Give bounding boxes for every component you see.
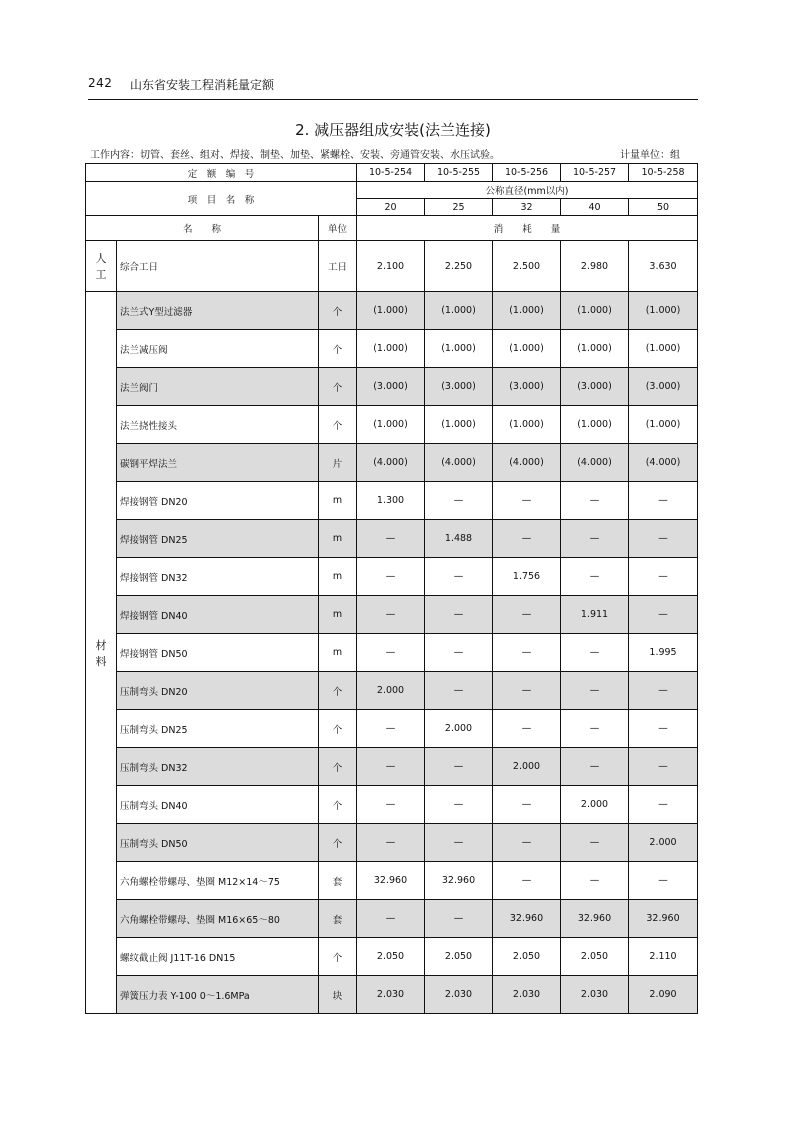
material-value: (1.000) bbox=[425, 330, 493, 368]
measure-unit: 计量单位：组 bbox=[620, 150, 680, 161]
material-value: — bbox=[493, 672, 561, 710]
material-value: — bbox=[425, 900, 493, 938]
material-value: (1.000) bbox=[493, 292, 561, 330]
labor-value: 2.500 bbox=[493, 241, 561, 292]
quota-code-label: 定 额 编 号 bbox=[86, 164, 357, 182]
material-value: 1.911 bbox=[561, 596, 629, 634]
material-value: 2.050 bbox=[425, 938, 493, 976]
quota-table bbox=[85, 163, 698, 1014]
material-row bbox=[86, 634, 698, 672]
material-name: 压制弯头 DN32 bbox=[117, 748, 319, 786]
material-value: 2.050 bbox=[561, 938, 629, 976]
diameter-value: 20 bbox=[357, 199, 425, 216]
material-row bbox=[86, 710, 698, 748]
material-row bbox=[86, 596, 698, 634]
quota-code: 10-5-254 bbox=[357, 164, 425, 182]
material-value: — bbox=[493, 520, 561, 558]
material-value: 2.030 bbox=[425, 976, 493, 1014]
material-row bbox=[86, 520, 698, 558]
material-row bbox=[86, 292, 698, 330]
material-value: (4.000) bbox=[561, 444, 629, 482]
material-row bbox=[86, 444, 698, 482]
material-value: — bbox=[493, 862, 561, 900]
page-header bbox=[88, 70, 698, 100]
material-value: 1.488 bbox=[425, 520, 493, 558]
material-name: 螺纹截止阀 J11T-16 DN15 bbox=[117, 938, 319, 976]
material-value: (4.000) bbox=[425, 444, 493, 482]
material-unit: 块 bbox=[319, 976, 357, 1014]
labor-name: 综合工日 bbox=[117, 241, 319, 292]
work-content: 工作内容：切管、套丝、组对、焊接、制垫、加垫、紧螺栓、安装、旁通管安装、水压试验。 bbox=[90, 150, 500, 161]
material-unit: 片 bbox=[319, 444, 357, 482]
material-value: (4.000) bbox=[493, 444, 561, 482]
material-value: 2.000 bbox=[425, 710, 493, 748]
material-value: — bbox=[561, 634, 629, 672]
material-row bbox=[86, 938, 698, 976]
quota-code: 10-5-256 bbox=[493, 164, 561, 182]
material-row bbox=[86, 748, 698, 786]
material-row bbox=[86, 368, 698, 406]
diameter-value: 25 bbox=[425, 199, 493, 216]
material-unit: 个 bbox=[319, 292, 357, 330]
material-row bbox=[86, 330, 698, 368]
material-value: — bbox=[493, 710, 561, 748]
material-value: (1.000) bbox=[493, 330, 561, 368]
material-unit: 套 bbox=[319, 862, 357, 900]
material-value: — bbox=[357, 710, 425, 748]
material-name: 碳钢平焊法兰 bbox=[117, 444, 319, 482]
material-value: — bbox=[357, 748, 425, 786]
material-value: 2.030 bbox=[561, 976, 629, 1014]
material-value: — bbox=[561, 748, 629, 786]
material-row bbox=[86, 558, 698, 596]
material-value: — bbox=[357, 520, 425, 558]
material-name: 焊接钢管 DN50 bbox=[117, 634, 319, 672]
material-value: (1.000) bbox=[425, 406, 493, 444]
material-row bbox=[86, 824, 698, 862]
material-value: — bbox=[561, 482, 629, 520]
material-value: (1.000) bbox=[561, 292, 629, 330]
diameter-label: 公称直径(mm以内) bbox=[357, 182, 698, 199]
material-name: 六角螺栓带螺母、垫圈 M12×14～75 bbox=[117, 862, 319, 900]
material-value: 2.000 bbox=[357, 672, 425, 710]
material-value: — bbox=[357, 634, 425, 672]
material-name: 焊接钢管 DN20 bbox=[117, 482, 319, 520]
material-unit: 个 bbox=[319, 710, 357, 748]
material-value: — bbox=[425, 596, 493, 634]
material-name: 焊接钢管 DN32 bbox=[117, 558, 319, 596]
material-value: — bbox=[493, 482, 561, 520]
material-value: — bbox=[425, 786, 493, 824]
material-value: — bbox=[561, 862, 629, 900]
material-name: 法兰减压阀 bbox=[117, 330, 319, 368]
labor-value: 2.980 bbox=[561, 241, 629, 292]
material-row bbox=[86, 862, 698, 900]
material-name: 弹簧压力表 Y-100 0～1.6MPa bbox=[117, 976, 319, 1014]
material-value: (1.000) bbox=[493, 406, 561, 444]
material-value: (4.000) bbox=[357, 444, 425, 482]
material-value: — bbox=[493, 824, 561, 862]
material-value: 32.960 bbox=[425, 862, 493, 900]
diameter-value: 50 bbox=[629, 199, 698, 216]
material-value: — bbox=[629, 672, 698, 710]
material-unit: m bbox=[319, 596, 357, 634]
material-unit: 个 bbox=[319, 786, 357, 824]
unit-column-label: 单位 bbox=[319, 216, 357, 241]
page-number: 242 bbox=[88, 76, 113, 90]
material-name: 六角螺栓带螺母、垫圈 M16×65～80 bbox=[117, 900, 319, 938]
material-unit: 个 bbox=[319, 406, 357, 444]
material-value: — bbox=[629, 558, 698, 596]
material-unit: m bbox=[319, 482, 357, 520]
header-rule bbox=[88, 99, 698, 100]
material-value: — bbox=[629, 710, 698, 748]
material-value: — bbox=[425, 748, 493, 786]
material-value: — bbox=[357, 786, 425, 824]
material-category: 材 料 bbox=[86, 292, 117, 1014]
material-unit: m bbox=[319, 520, 357, 558]
diameter-value: 32 bbox=[493, 199, 561, 216]
material-value: 1.756 bbox=[493, 558, 561, 596]
material-value: — bbox=[561, 672, 629, 710]
material-unit: 个 bbox=[319, 368, 357, 406]
material-value: — bbox=[561, 520, 629, 558]
material-value: — bbox=[493, 634, 561, 672]
material-value: 2.110 bbox=[629, 938, 698, 976]
material-value: — bbox=[629, 748, 698, 786]
material-value: (1.000) bbox=[357, 406, 425, 444]
quota-code: 10-5-258 bbox=[629, 164, 698, 182]
material-value: — bbox=[629, 862, 698, 900]
quota-code: 10-5-255 bbox=[425, 164, 493, 182]
material-value: (3.000) bbox=[357, 368, 425, 406]
name-column-label: 名 称 bbox=[86, 216, 319, 241]
material-value: (4.000) bbox=[629, 444, 698, 482]
material-value: (1.000) bbox=[561, 330, 629, 368]
material-value: (3.000) bbox=[493, 368, 561, 406]
material-value: — bbox=[629, 596, 698, 634]
material-value: (3.000) bbox=[629, 368, 698, 406]
material-value: — bbox=[357, 596, 425, 634]
material-value: (1.000) bbox=[357, 330, 425, 368]
material-row bbox=[86, 976, 698, 1014]
material-unit: 个 bbox=[319, 672, 357, 710]
material-value: — bbox=[357, 558, 425, 596]
book-title: 山东省安装工程消耗量定额 bbox=[130, 78, 275, 92]
consumption-label: 消 耗 量 bbox=[357, 216, 698, 241]
material-name: 压制弯头 DN40 bbox=[117, 786, 319, 824]
material-value: — bbox=[493, 786, 561, 824]
labor-value: 2.100 bbox=[357, 241, 425, 292]
material-value: — bbox=[425, 824, 493, 862]
material-name: 焊接钢管 DN40 bbox=[117, 596, 319, 634]
material-value: — bbox=[425, 634, 493, 672]
material-value: (1.000) bbox=[357, 292, 425, 330]
material-unit: 个 bbox=[319, 748, 357, 786]
material-value: — bbox=[561, 824, 629, 862]
material-value: 1.995 bbox=[629, 634, 698, 672]
labor-unit: 工日 bbox=[319, 241, 357, 292]
material-value: 32.960 bbox=[357, 862, 425, 900]
labor-value: 3.630 bbox=[629, 241, 698, 292]
material-value: (1.000) bbox=[629, 330, 698, 368]
material-value: — bbox=[425, 558, 493, 596]
material-value: — bbox=[425, 482, 493, 520]
material-value: — bbox=[629, 520, 698, 558]
material-value: 32.960 bbox=[493, 900, 561, 938]
material-unit: 个 bbox=[319, 330, 357, 368]
material-row bbox=[86, 786, 698, 824]
material-unit: m bbox=[319, 634, 357, 672]
material-value: 2.000 bbox=[561, 786, 629, 824]
material-name: 压制弯头 DN50 bbox=[117, 824, 319, 862]
material-row bbox=[86, 672, 698, 710]
material-value: (3.000) bbox=[425, 368, 493, 406]
material-row bbox=[86, 482, 698, 520]
material-name: 法兰式Y型过滤器 bbox=[117, 292, 319, 330]
material-value: 2.000 bbox=[629, 824, 698, 862]
material-row bbox=[86, 406, 698, 444]
labor-value: 2.250 bbox=[425, 241, 493, 292]
material-value: 1.300 bbox=[357, 482, 425, 520]
material-value: — bbox=[561, 558, 629, 596]
material-value: — bbox=[629, 482, 698, 520]
material-value: 2.090 bbox=[629, 976, 698, 1014]
material-unit: 个 bbox=[319, 824, 357, 862]
material-value: — bbox=[629, 786, 698, 824]
material-value: 2.030 bbox=[357, 976, 425, 1014]
material-value: (1.000) bbox=[425, 292, 493, 330]
material-value: 2.050 bbox=[493, 938, 561, 976]
quota-code: 10-5-257 bbox=[561, 164, 629, 182]
material-name: 焊接钢管 DN25 bbox=[117, 520, 319, 558]
material-name: 压制弯头 DN25 bbox=[117, 710, 319, 748]
material-value: (3.000) bbox=[561, 368, 629, 406]
section-title: 2. 减压器组成安装(法兰连接) bbox=[295, 121, 491, 139]
material-name: 法兰挠性接头 bbox=[117, 406, 319, 444]
material-value: — bbox=[425, 672, 493, 710]
diameter-value: 40 bbox=[561, 199, 629, 216]
material-value: (1.000) bbox=[561, 406, 629, 444]
material-name: 压制弯头 DN20 bbox=[117, 672, 319, 710]
material-value: 32.960 bbox=[561, 900, 629, 938]
material-name: 法兰阀门 bbox=[117, 368, 319, 406]
item-name-label: 项 目 名 称 bbox=[86, 182, 357, 216]
material-unit: m bbox=[319, 558, 357, 596]
material-value: — bbox=[357, 900, 425, 938]
material-unit: 个 bbox=[319, 938, 357, 976]
material-value: — bbox=[561, 710, 629, 748]
material-value: 32.960 bbox=[629, 900, 698, 938]
material-unit: 套 bbox=[319, 900, 357, 938]
material-value: — bbox=[493, 596, 561, 634]
material-value: 2.030 bbox=[493, 976, 561, 1014]
labor-category: 人 工 bbox=[86, 241, 117, 292]
material-row bbox=[86, 900, 698, 938]
material-value: 2.050 bbox=[357, 938, 425, 976]
material-value: (1.000) bbox=[629, 406, 698, 444]
material-value: 2.000 bbox=[493, 748, 561, 786]
material-value: — bbox=[357, 824, 425, 862]
material-value: (1.000) bbox=[629, 292, 698, 330]
